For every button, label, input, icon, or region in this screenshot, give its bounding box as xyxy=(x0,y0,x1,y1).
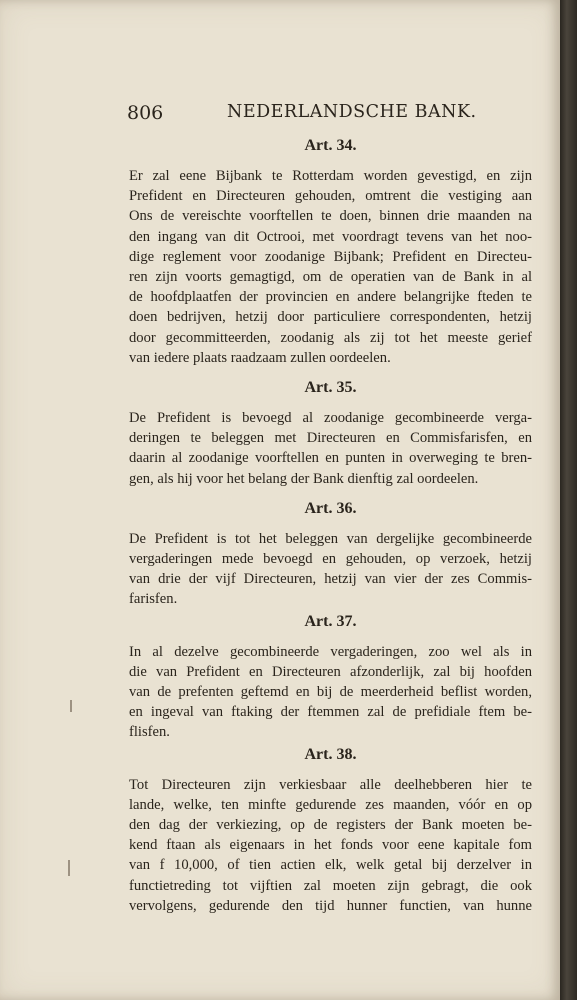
article-paragraph xyxy=(129,408,532,489)
running-head: NEDERLANDSCHE BANK. xyxy=(227,102,477,122)
text-line: functietreding tot vijftien zal moeten zijn gebragt, die ook xyxy=(129,877,532,894)
text-line: De Prefident is bevoegd al zoodanige gecombineerde verga- xyxy=(129,410,532,427)
text-line: gen, als hij voor het belang der Bank dienftig zal oordeelen. xyxy=(129,470,479,487)
text-line: Tot Directeuren zijn verkiesbaar alle deelhebberen hier te xyxy=(129,776,532,793)
article-paragraph xyxy=(129,775,532,916)
text-line: en ingeval van ftaking der ftemmen zal de prefidiale ftem be- xyxy=(129,704,532,721)
article-heading: Art. 35. xyxy=(304,379,357,397)
text-line: dige reglement voor zoodanige Bijbank; Prefident en Directeu- xyxy=(129,248,532,265)
article-paragraph xyxy=(129,529,532,610)
article-heading: Art. 36. xyxy=(304,499,357,517)
text-line: van de prefenten geftemd en bij de meerderheid beflist worden, xyxy=(129,684,532,701)
text-line: den dag der verkiezing, op de registers der Bank moeten be- xyxy=(129,817,532,834)
text-line: den ingang van dit Octrooi, met voordragt tevens van het noo- xyxy=(129,228,532,245)
text-line: Prefident en Directeuren gehouden, omtrent die vestiging aan xyxy=(129,188,532,205)
text-line: farisfen. xyxy=(129,591,178,608)
page-number: 806 xyxy=(127,102,164,124)
text-line: ren zijn voorts gemagtigd, om de operatien van de Bank in al xyxy=(129,269,532,286)
page-edge xyxy=(560,0,577,1000)
text-line: van drie der vijf Directeuren, hetzij van vier der zes Commis- xyxy=(129,571,532,588)
paper-speck xyxy=(70,700,72,712)
text-line: De Prefident is tot het beleggen van dergelijke gecombineerde xyxy=(129,530,532,547)
text-line: Ons de vereischte voorftellen te doen, binnen drie maanden na xyxy=(129,208,532,225)
text-line: vervolgens, gedurende den tijd hunner functien, van hunne xyxy=(129,897,532,914)
text-line: van iedere plaats raadzaam zullen oordeelen. xyxy=(129,349,391,366)
text-line: de hoofdplaatfen der provincien en andere belangrijke fteden te xyxy=(129,289,532,306)
text-line: die van Prefident en Directeuren afzonderlijk, zal bij hoofden xyxy=(129,663,532,680)
body-text xyxy=(129,134,532,916)
text-line: lande, welke, ten minfte gedurende zes maanden, vóór en op xyxy=(129,796,532,813)
text-line: flisfen. xyxy=(129,724,170,741)
article-heading: Art. 34. xyxy=(304,137,357,154)
article-heading: Art. 37. xyxy=(304,612,357,630)
article-paragraph xyxy=(129,166,532,368)
paper-speck xyxy=(68,860,70,876)
text-line: kend ftaan als eigenaars in het fonds voor eene kapitale fom xyxy=(129,837,532,854)
text-line: door gecommitteerden, zoodanig als zij tot het meeste gerief xyxy=(129,329,532,346)
page-header xyxy=(127,100,532,126)
text-line: vergaderingen mede bevoegd en gehouden, op verzoek, hetzij xyxy=(129,551,532,568)
text-line: van f 10,000, of tien actien elk, welk getal bij derzelver in xyxy=(129,857,532,874)
article-paragraph xyxy=(129,642,532,743)
text-line: doen bedrijven, hetzij door particuliere correspondenten, hetzij xyxy=(129,309,532,326)
article-heading: Art. 38. xyxy=(304,745,357,763)
text-line: Er zal eene Bijbank te Rotterdam worden gevestigd, en zijn xyxy=(129,168,532,184)
text-line: In al dezelve gecombineerde vergaderingen, zoo wel als in xyxy=(129,643,532,660)
text-line: deringen te beleggen met Directeuren en Commisfarisfen, en xyxy=(129,430,532,447)
text-line: daarin al zoodanige voorftellen en punten in overweging te bren- xyxy=(129,450,532,467)
